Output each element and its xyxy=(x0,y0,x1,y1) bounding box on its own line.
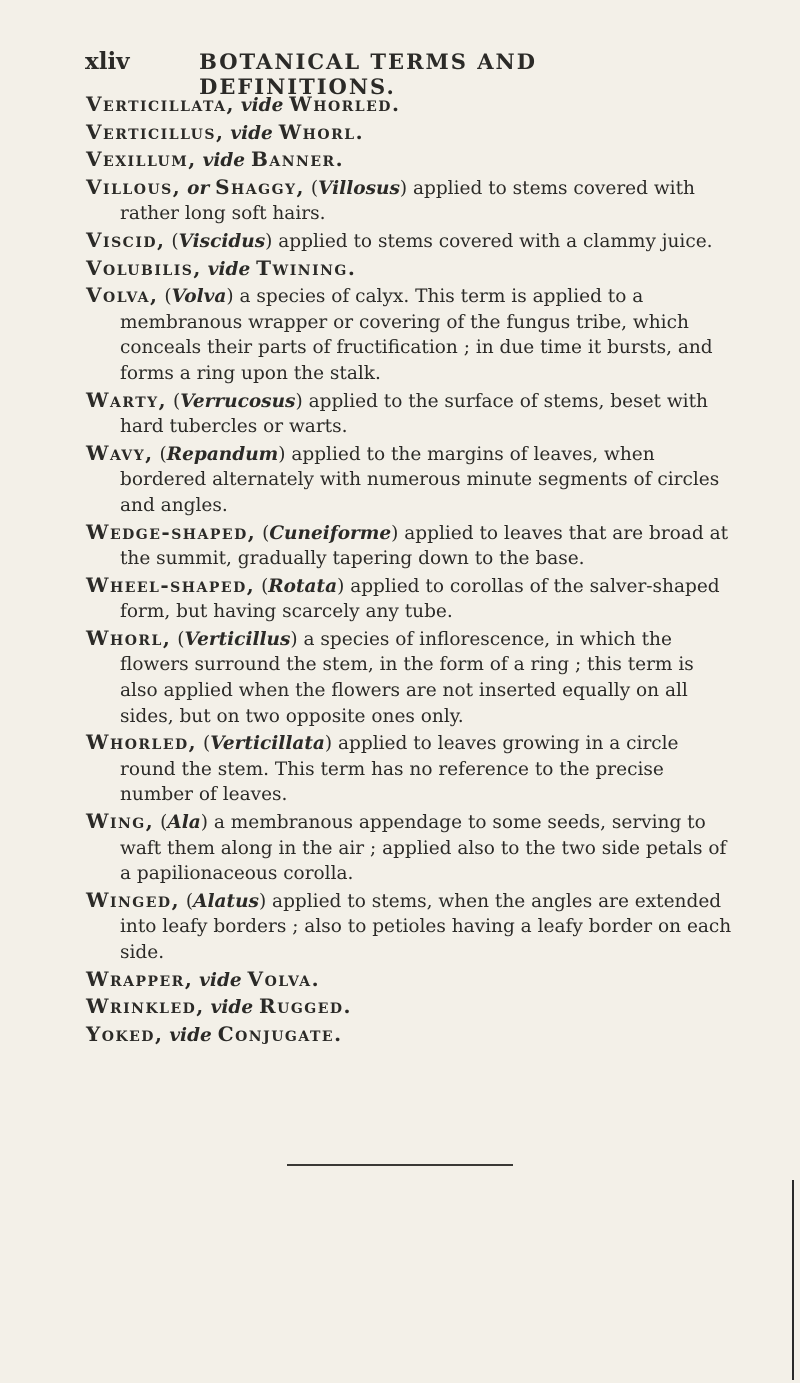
end-rule xyxy=(287,1164,513,1166)
entry-latin-name: Villosus xyxy=(318,177,400,199)
entry-cross-reference: Volva. xyxy=(247,966,321,991)
entry-definition: applied to the surface of stems, beset with hard tubercles or warts. xyxy=(120,390,708,438)
glossary-entry: Whorl, (Verticillus) a species of inflorescence, in which the flowers surround the stem, in the form of a ring ; this term is also applied when the flowers are not inserted equally on all sides, but on two opposite ones only. xyxy=(86,625,694,727)
entry-definition: applied to corollas of the salver-shaped form, but having scarcely any tube. xyxy=(120,575,720,623)
entry-vide: vide xyxy=(199,969,242,991)
entry-term: Wing, xyxy=(86,809,155,834)
glossary-entry: Volva, (Volva) a species of calyx. This term is applied to a membranous wrapper or covering of the fungus tribe, which conceals their parts of fructification ; in due time it bursts, and forms a ring upon the stalk. xyxy=(86,283,713,384)
glossary-entry: Warty, (Verrucosus) applied to the surface of stems, beset with hard tubercles or warts. xyxy=(86,387,708,438)
glossary-entry: Villous, or Shaggy, (Villosus) applied to stems covered with rather long soft hairs. xyxy=(86,174,695,225)
entry-term: Volva, xyxy=(86,283,159,308)
entry-vide: vide xyxy=(202,150,246,172)
entry-latin-name: Rotata xyxy=(268,575,338,597)
entry-cross-reference: Banner. xyxy=(250,147,345,172)
entry-term: Wheel-shaped, xyxy=(86,572,256,597)
entry-latin-name: Verticillus xyxy=(184,628,291,650)
running-head: BOTANICAL TERMS AND DEFINITIONS. xyxy=(199,49,537,99)
entry-definition: applied to stems, when the angles are extended into leafy borders ; also to petioles having a leafy border on each side. xyxy=(120,890,732,963)
glossary-entry xyxy=(86,120,736,147)
entry-term: Vexillum, xyxy=(86,147,197,172)
entry-definition: a species of calyx. This term is applied to a membranous wrapper or covering of the fungus tribe, which conceals their parts of fructification ; in due time it bursts, and forms a ring upon the stalk. xyxy=(120,286,713,384)
entry-latin-name: Alatus xyxy=(193,890,259,912)
entry-term: Wrinkled, xyxy=(86,994,205,1019)
entry-vide: vide xyxy=(207,258,251,280)
entry-definition: applied to leaves that are broad at the summit, gradually tapering down to the base. xyxy=(120,522,729,570)
entry-definition: a species of inflorescence, in which the flowers surround the stem, in the form of a ring ; this term is also applied when the flowers are not inserted equally on all sides, but on two opposite ones only. xyxy=(120,628,694,727)
glossary-entry: Wheel-shaped, (Rotata) applied to corollas of the salver-shaped form, but having scarcely any tube. xyxy=(86,572,720,623)
entry-term: Yoked, xyxy=(86,1021,164,1046)
glossary-entry: Wavy, (Repandum) applied to the margins of leaves, when bordered alternately with numerous minute segments of circles and angles. xyxy=(86,440,720,516)
entry-definition: applied to leaves growing in a circle round the stem. This term has no reference to the precise number of leaves. xyxy=(120,733,679,806)
page-number: xliv xyxy=(85,48,130,75)
glossary-entry xyxy=(86,1022,736,1049)
entry-term: Wrapper, xyxy=(86,966,194,991)
entry-term: Verticillus, xyxy=(86,119,225,144)
entry-term: Wavy, xyxy=(86,440,154,465)
entry-or: or xyxy=(187,177,210,199)
entry-definition: applied to stems covered with a clammy juice. xyxy=(278,230,713,252)
entry-latin-name: Repandum xyxy=(166,443,279,465)
entry-latin-name: Volva xyxy=(171,286,227,308)
entry-term: Whorled, xyxy=(86,730,198,755)
entry-term: Verticillata, xyxy=(86,92,235,116)
entry-latin-name: Verrucosus xyxy=(180,390,296,412)
entry-term: Winged, xyxy=(86,887,181,912)
entry-vide: vide xyxy=(169,1024,212,1046)
entry-latin-name: Cuneiforme xyxy=(269,522,392,544)
entry-cross-reference: Whorl. xyxy=(278,119,365,144)
entry-cross-reference: Rugged. xyxy=(259,994,353,1019)
glossary-entry: Whorled, (Verticillata) applied to leaves growing in a circle round the stem. This term has no reference to the precise number of leaves. xyxy=(86,730,679,806)
entry-vide: vide xyxy=(230,122,273,144)
entry-term: Whorl, xyxy=(86,625,172,650)
entry-cross-reference: Conjugate. xyxy=(217,1021,343,1046)
glossary-entry: Wing, (Ala) a membranous appendage to some seeds, serving to waft them along in the air ; applied also to the two side petals of a papilionaceous corolla. xyxy=(86,809,727,885)
glossary-entry xyxy=(86,994,736,1021)
glossary-entry xyxy=(86,967,736,994)
page-edge-shadow xyxy=(792,1180,794,1380)
glossary-entry xyxy=(86,92,736,119)
entry-definition: applied to the margins of leaves, when bordered alternately with numerous minute segments of circles and angles. xyxy=(120,443,720,516)
entry-latin-name: Viscidus xyxy=(178,230,266,252)
glossary-entry: Winged, (Alatus) applied to stems, when the angles are extended into leafy borders ; also to petioles having a leafy border on each side. xyxy=(86,887,732,963)
glossary-entry xyxy=(86,147,736,174)
glossary-entry: Viscid, (Viscidus) applied to stems covered with a clammy juice. xyxy=(86,227,713,252)
entry-cross-reference: Whorled. xyxy=(289,92,401,116)
entry-term: Wedge-shaped, xyxy=(86,519,257,544)
entry-vide: vide xyxy=(240,95,284,116)
entry-term: Villous, xyxy=(86,174,182,199)
entry-cross-reference: Twining. xyxy=(256,255,357,280)
entry-term: Warty, xyxy=(86,387,168,412)
entry-term: Viscid, xyxy=(86,227,166,252)
entry-term: Volubilis, xyxy=(86,255,202,280)
entry-vide: vide xyxy=(210,997,254,1019)
entry-definition: a membranous appendage to some seeds, serving to waft them along in the air ; applied also to the two side petals of a papilionaceous corolla. xyxy=(120,812,727,885)
entry-latin-name: Verticillata xyxy=(210,733,325,755)
glossary-entry: Wedge-shaped, (Cuneiforme) applied to leaves that are broad at the summit, gradually tapering down to the base. xyxy=(86,519,729,570)
entry-latin-name: Ala xyxy=(167,812,201,834)
entry-definition: applied to stems covered with rather long soft hairs. xyxy=(120,177,695,225)
entry-term-alternate: Shaggy, xyxy=(215,174,306,199)
glossary-entry xyxy=(86,256,736,283)
glossary-entries xyxy=(86,92,736,1048)
